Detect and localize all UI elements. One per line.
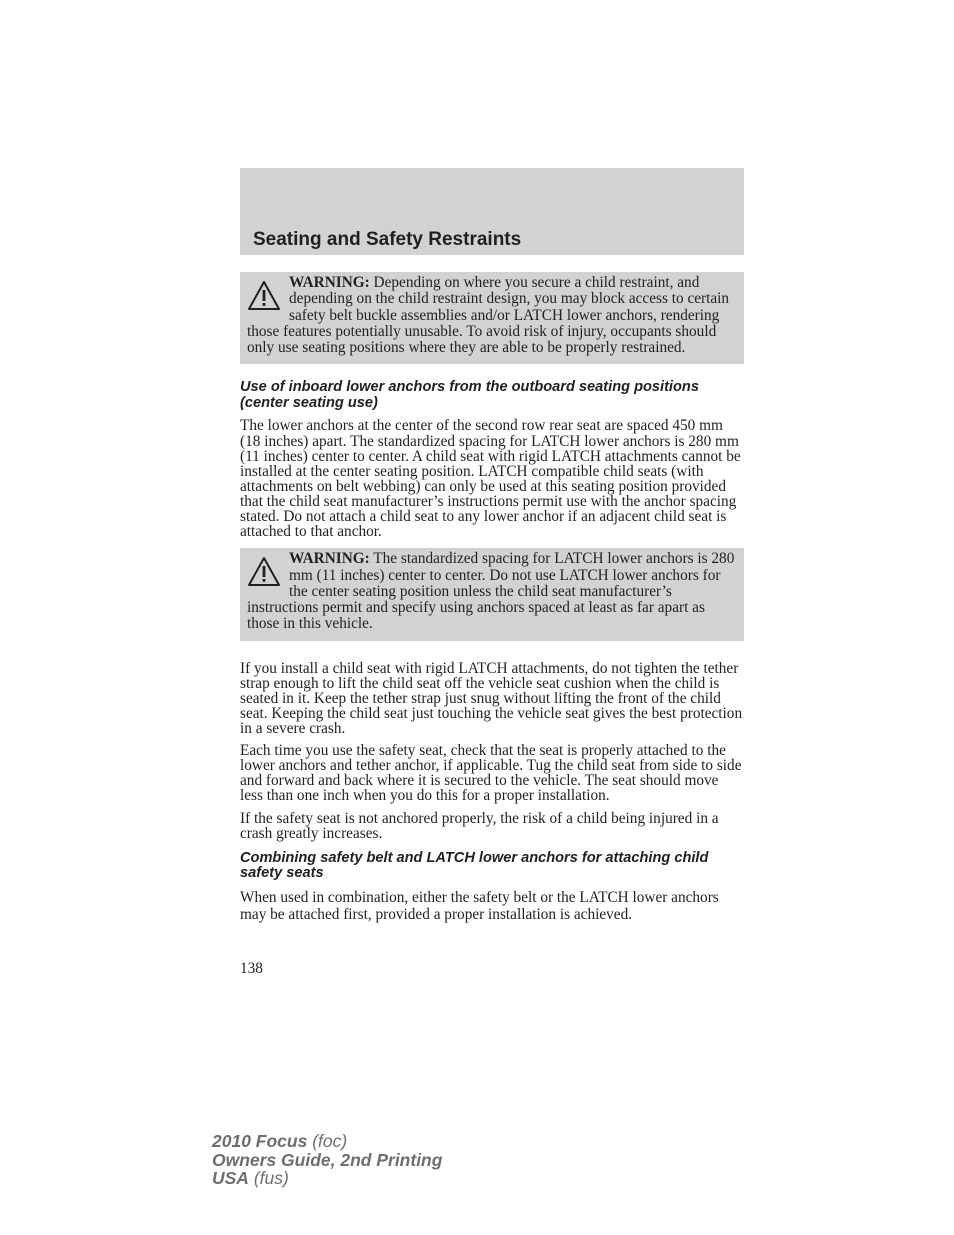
section-heading-combining: Combining safety belt and LATCH lower anchors for attaching child safety seats bbox=[240, 849, 709, 882]
paragraph-check-seat: Each time you use the safety seat, check that the seat is properly attached to the lower anchors and tether anchor, if applicable. Tug the child seat from side to side and forward and back where it is secured to the vehicle. The seat should move less than one inch when you do this for a proper installation. bbox=[240, 742, 742, 805]
footer-model-code: (foc) bbox=[307, 1131, 348, 1151]
page-number: 138 bbox=[240, 960, 263, 977]
document-footer bbox=[212, 1132, 442, 1188]
warning-triangle-icon bbox=[247, 556, 281, 588]
footer-region-line bbox=[212, 1169, 442, 1188]
paragraph-combining: When used in combination, either the safety belt or the LATCH lower anchors may be attached first, provided a proper installation is achieved. bbox=[240, 888, 719, 923]
warning-box-1 bbox=[240, 272, 744, 364]
footer-region-code: (fus) bbox=[248, 1168, 289, 1188]
page-title: Seating and Safety Restraints bbox=[253, 229, 522, 250]
warning-text: Depending on where you secure a child restraint, and depending on the child restraint design, you may block access to certain safety belt buckle assemblies and/or LATCH lower anchors, rendering those features potentially unusable. To avoid risk of injury, occupants should only use seating positions where they are able to be properly restrained. bbox=[247, 274, 730, 357]
paragraph-rigid-latch: If you install a child seat with rigid LATCH attachments, do not tighten the tether strap enough to lift the child seat off the vehicle seat cushion when the child is seated in it. Keep the tether strap just snug without lifting the front of the child seat. Keeping the child seat just touching the vehicle seat gives the best protection in a severe crash. bbox=[240, 659, 743, 738]
footer-model-line bbox=[212, 1132, 442, 1151]
paragraph-center-seating: The lower anchors at the center of the second row rear seat are spaced 450 mm (18 inches) apart. The standardized spacing for LATCH lower anchors is 280 mm (11 inches) center to center. A child seat with rigid LATCH attachments cannot be installed at the center seating position. LATCH compatible child seats (with attachments on belt webbing) can only be used at this seating position provided that the child seat manufacturer’s instructions permit use with the anchor spacing stated. Do not attach a child seat to any lower anchor if an adjacent child seat is attached to that anchor. bbox=[240, 417, 741, 541]
paragraph-anchor-risk: If the safety seat is not anchored properly, the risk of a child being injured in a crash greatly increases. bbox=[240, 809, 719, 842]
section-header bbox=[240, 168, 744, 255]
footer-region: USA bbox=[212, 1168, 249, 1188]
warning-box-2 bbox=[240, 548, 744, 640]
page-content bbox=[240, 272, 744, 923]
warning-label: WARNING: bbox=[289, 274, 370, 291]
warning-triangle-icon bbox=[247, 280, 281, 312]
warning-text: The standardized spacing for LATCH lower anchors is 280 mm (11 inches) center to center. Do not use LATCH lower anchors for the center seating position unless the child seat manufacturer’s instructions permit and specify using anchors spaced at least as far apart as those in this vehicle. bbox=[247, 550, 735, 633]
footer-model: 2010 Focus bbox=[212, 1131, 308, 1151]
warning-label: WARNING: bbox=[289, 550, 370, 568]
section-heading-center-seating: Use of inboard lower anchors from the outboard seating positions (center seating use) bbox=[240, 379, 699, 411]
footer-guide: Owners Guide, 2nd Printing bbox=[212, 1149, 443, 1170]
